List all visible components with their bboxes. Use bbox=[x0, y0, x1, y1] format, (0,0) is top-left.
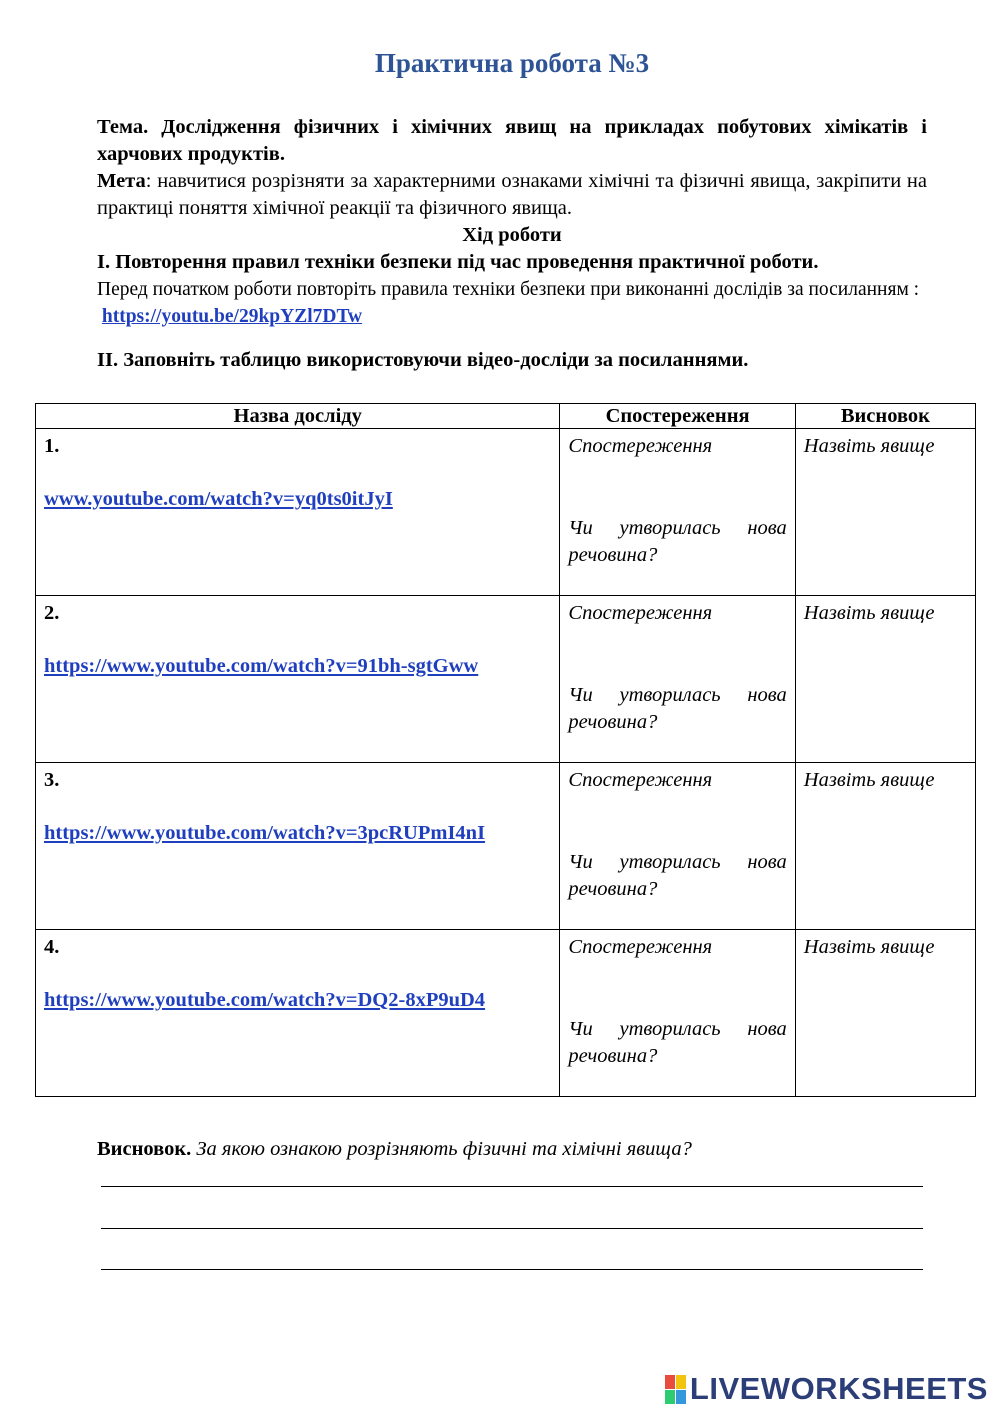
new-substance-question: Чи утворилась нова bbox=[568, 1018, 787, 1040]
conclusion-paragraph bbox=[97, 1138, 692, 1161]
logo-text: LIVEWORKSHEETS bbox=[689, 1371, 988, 1406]
section1-heading: І. Повторення правил техніки безпеки під час проведення практичної роботи. bbox=[97, 251, 819, 273]
intro-block bbox=[97, 114, 927, 330]
goal-text: : навчитися розрізняти за характерними ознаками хімічні та фізичні явища, закріпити на практиці поняття хімічної реакції та фізичного явища. bbox=[97, 170, 927, 219]
answer-line[interactable] bbox=[101, 1186, 923, 1187]
topic-text: Дослідження фізичних і хімічних явищ на прикладах побутових хімікатів і харчових продуктів. bbox=[97, 116, 928, 165]
page-title: Практична робота №3 bbox=[374, 48, 650, 78]
observation-label: Спостереження bbox=[568, 936, 713, 958]
conclusion-label: Висновок. bbox=[97, 1138, 192, 1160]
experiment-cell bbox=[36, 429, 560, 596]
conclusion-cell[interactable] bbox=[795, 930, 975, 1097]
phenomenon-prompt: Назвіть явище bbox=[803, 435, 935, 457]
experiment-cell bbox=[36, 763, 560, 930]
new-substance-question: Чи утворилась нова bbox=[568, 851, 787, 873]
topic-label: Тема. bbox=[97, 116, 149, 138]
row-number: 4. bbox=[44, 936, 60, 958]
answer-line[interactable] bbox=[101, 1228, 923, 1229]
header-conclusion: Висновок bbox=[795, 404, 975, 429]
phenomenon-prompt: Назвіть явище bbox=[803, 602, 935, 624]
row-number: 3. bbox=[44, 769, 60, 791]
header-observation: Спостереження bbox=[560, 404, 795, 429]
goal-label: Мета bbox=[97, 170, 146, 192]
table-row bbox=[36, 596, 976, 763]
table-header-row bbox=[36, 404, 976, 429]
observation-cell[interactable] bbox=[560, 596, 795, 763]
new-substance-question-end: речовина? bbox=[568, 544, 658, 566]
observation-label: Спостереження bbox=[568, 769, 713, 791]
experiments-table bbox=[35, 403, 976, 1097]
topic-paragraph bbox=[97, 114, 927, 168]
phenomenon-prompt: Назвіть явище bbox=[803, 936, 935, 958]
new-substance-question: Чи утворилась нова bbox=[568, 684, 787, 706]
new-substance-question-end: речовина? bbox=[568, 1045, 658, 1067]
liveworksheets-logo bbox=[665, 1372, 988, 1406]
table-row bbox=[36, 763, 976, 930]
observation-label: Спостереження bbox=[568, 435, 713, 457]
video-link[interactable]: https://www.youtube.com/watch?v=3pcRUPmI4nI bbox=[44, 822, 486, 844]
section1-text: Перед початком роботи повторіть правила техніки безпеки при виконанні дослідів за посиланням : bbox=[97, 279, 920, 300]
video-link[interactable]: https://www.youtube.com/watch?v=91bh-sgtGww bbox=[44, 655, 479, 677]
observation-label: Спостереження bbox=[568, 602, 713, 624]
conclusion-cell[interactable] bbox=[795, 763, 975, 930]
observation-cell[interactable] bbox=[560, 930, 795, 1097]
new-substance-question-end: речовина? bbox=[568, 878, 658, 900]
section2-heading: ІІ. Заповніть таблицю використовуючи відео-досліди за посиланнями. bbox=[97, 349, 749, 371]
conclusion-cell[interactable] bbox=[795, 596, 975, 763]
observation-cell[interactable] bbox=[560, 429, 795, 596]
goal-paragraph bbox=[97, 168, 927, 222]
row-number: 2. bbox=[44, 602, 60, 624]
experiment-cell bbox=[36, 596, 560, 763]
header-experiment-name: Назва досліду bbox=[36, 404, 560, 429]
video-link[interactable]: https://www.youtube.com/watch?v=DQ2-8xP9uD4 bbox=[44, 989, 486, 1011]
conclusion-cell[interactable] bbox=[795, 429, 975, 596]
row-number: 1. bbox=[44, 435, 60, 457]
experiment-cell bbox=[36, 930, 560, 1097]
video-link[interactable]: www.youtube.com/watch?v=yq0ts0itJyI bbox=[44, 488, 393, 510]
new-substance-question-end: речовина? bbox=[568, 711, 658, 733]
section1-paragraph bbox=[97, 276, 927, 330]
new-substance-question: Чи утворилась нова bbox=[568, 517, 787, 539]
phenomenon-prompt: Назвіть явище bbox=[803, 769, 935, 791]
table-row bbox=[36, 429, 976, 596]
procedure-heading: Хід роботи bbox=[462, 224, 562, 246]
observation-cell[interactable] bbox=[560, 763, 795, 930]
conclusion-question: За якою ознакою розрізняють фізичні та хімічні явища? bbox=[196, 1138, 692, 1160]
table-row bbox=[36, 930, 976, 1097]
answer-line[interactable] bbox=[101, 1269, 923, 1270]
logo-mark-icon bbox=[665, 1375, 686, 1404]
safety-video-link[interactable]: https://youtu.be/29kpYZl7DTw bbox=[101, 306, 363, 327]
